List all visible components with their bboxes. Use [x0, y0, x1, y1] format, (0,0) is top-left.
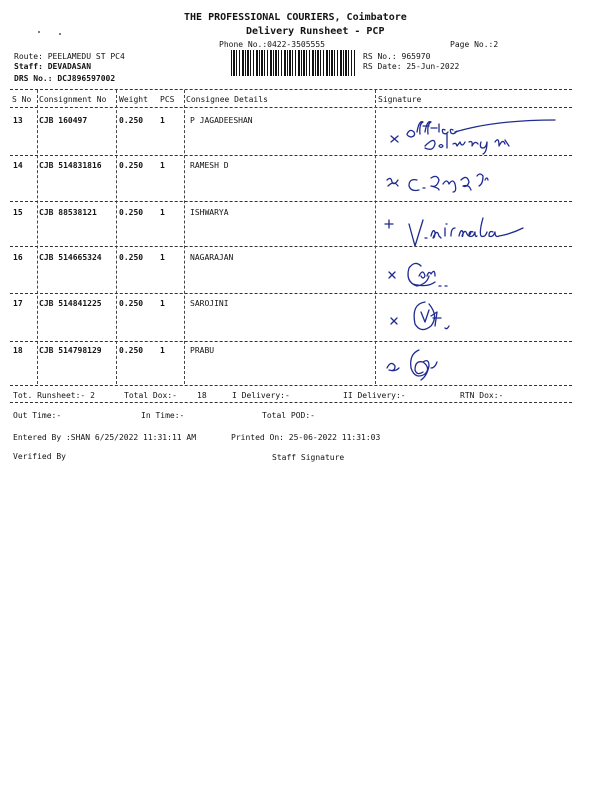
- col-consignee: Consignee Details: [186, 95, 268, 104]
- tot-runsheet: Tot. Runsheet:- 2: [13, 391, 95, 400]
- printed-on: Printed On: 25-06-2022 11:31:03: [231, 433, 381, 442]
- row-consignee: ISHWARYA: [190, 208, 229, 217]
- signature-drawing: [385, 298, 505, 338]
- staff-signature: Staff Signature: [272, 453, 345, 462]
- row-consignment: CJB 514798129: [39, 346, 102, 355]
- rtn-dox: RTN Dox:-: [460, 391, 504, 400]
- row-weight: 0.250: [119, 346, 144, 355]
- col-signature: Signature: [378, 95, 422, 104]
- row-pcs: 1: [160, 208, 165, 217]
- drs-number: DRS No.: DCJ896597002: [14, 74, 116, 83]
- page-number: Page No.:2: [450, 40, 499, 49]
- phone-number: Phone No.:0422-3505555: [219, 40, 325, 49]
- signature-ramesh: [385, 166, 525, 206]
- row-sno: 13: [13, 116, 23, 125]
- route: Route: PEELAMEDU ST PC4: [14, 52, 125, 61]
- table-top-rule: [10, 89, 572, 90]
- row-sno: 15: [13, 208, 23, 217]
- row-consignee: PRABU: [190, 346, 215, 355]
- row-weight: 0.250: [119, 161, 144, 170]
- row-weight: 0.250: [119, 299, 144, 308]
- col-separator: [184, 90, 185, 384]
- col-consignment: Consignment No: [39, 95, 107, 104]
- signature-nagarajan: [385, 254, 505, 298]
- col-separator: [37, 90, 38, 384]
- col-separator: [375, 90, 376, 384]
- col-sno: S No: [12, 95, 32, 104]
- signature-drawing: [385, 208, 545, 248]
- rs-number: RS No.: 965970: [363, 52, 431, 61]
- row-consignment: CJB 514665324: [39, 253, 102, 262]
- row-consignment: CJB 514841225: [39, 299, 102, 308]
- row-consignment: CJB 88538121: [39, 208, 97, 217]
- col-weight: Weight: [119, 95, 148, 104]
- row-consignee: RAMESH D: [190, 161, 229, 170]
- row-sno: 14: [13, 161, 23, 170]
- row-sno: 18: [13, 346, 23, 355]
- staff: Staff: DEVADASAN: [14, 62, 92, 71]
- barcode: [231, 50, 355, 76]
- row-pcs: 1: [160, 299, 165, 308]
- row-sno: 16: [13, 253, 23, 262]
- row-consignee: SAROJINI: [190, 299, 229, 308]
- row-pcs: 1: [160, 253, 165, 262]
- row-rule: [10, 155, 572, 156]
- row-pcs: 1: [160, 161, 165, 170]
- row-rule: [10, 201, 572, 202]
- signature-office-delivery: [385, 112, 565, 160]
- verified-by: Verified By: [13, 452, 66, 461]
- total-dox-label: Total Dox:-: [124, 391, 177, 400]
- row-weight: 0.250: [119, 208, 144, 217]
- in-time: In Time:-: [141, 411, 185, 420]
- row-pcs: 1: [160, 346, 165, 355]
- col-separator: [116, 90, 117, 384]
- row-sno: 17: [13, 299, 23, 308]
- company-title: THE PROFESSIONAL COURIERS, Coimbatore: [184, 12, 407, 23]
- signature-drawing: [385, 344, 505, 384]
- row-weight: 0.250: [119, 253, 144, 262]
- entered-by: Entered By :SHAN 6/25/2022 11:31:11 AM: [13, 433, 197, 442]
- total-pod: Total POD:-: [262, 411, 315, 420]
- row-weight: 0.250: [119, 116, 144, 125]
- total-dox-value: 18: [197, 391, 207, 400]
- signature-sarojini: [385, 298, 505, 342]
- row-rule: [10, 246, 572, 247]
- table-header-rule: [10, 107, 572, 108]
- runsheet-subtitle: Delivery Runsheet - PCP: [246, 26, 385, 37]
- ii-delivery: II Delivery:-: [343, 391, 406, 400]
- rs-date: RS Date: 25-Jun-2022: [363, 62, 460, 71]
- signature-drawing: [385, 112, 565, 156]
- signature-prabu: [385, 344, 505, 388]
- row-rule: [10, 341, 572, 342]
- signature-drawing: [385, 254, 505, 294]
- totals-bottom-rule: [10, 402, 572, 403]
- row-pcs: 1: [160, 116, 165, 125]
- row-consignment: CJB 514831816: [39, 161, 102, 170]
- row-consignee: NAGARAJAN: [190, 253, 234, 262]
- out-time: Out Time:-: [13, 411, 62, 420]
- i-delivery: I Delivery:-: [232, 391, 290, 400]
- signature-drawing: [385, 166, 525, 202]
- totals-top-rule: [10, 385, 572, 386]
- row-consignee: P JAGADEESHAN: [190, 116, 253, 125]
- row-consignment: CJB 160497: [39, 116, 88, 125]
- row-rule: [10, 293, 572, 294]
- col-pcs: PCS: [160, 95, 175, 104]
